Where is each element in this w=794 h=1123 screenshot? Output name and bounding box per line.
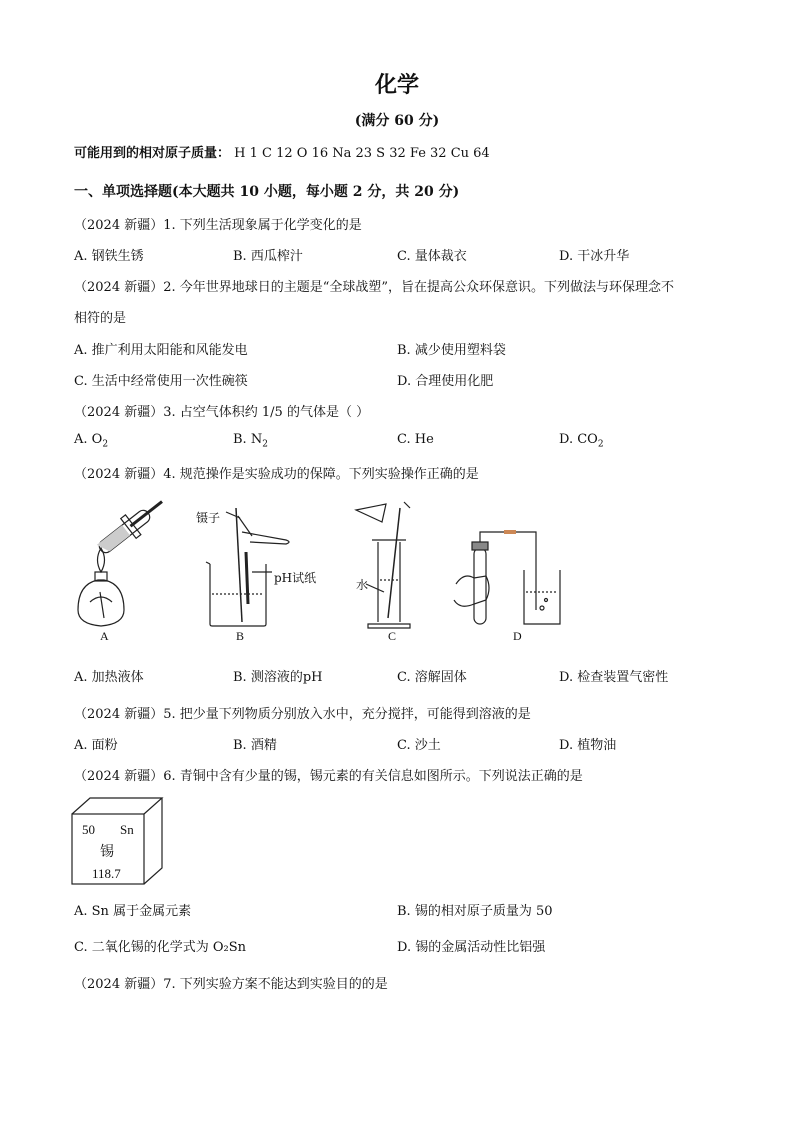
atomic-mass-values: H 1 C 12 O 16 Na 23 S 32 Fe 32 Cu 64 [234,146,490,161]
q4-option-b: B. 测溶液的pH [233,670,323,685]
q2-option-c: C. 生活中经常使用一次性碗筷 [74,374,248,389]
figure-label-d: D [513,629,522,643]
q1-option-d: D. 干冰升华 [559,249,630,264]
tin-element-card [70,796,166,888]
question-7-stem: （2024 新疆）7. 下列实验方案不能达到实验目的的是 [74,977,388,992]
figure-label-a: A [100,629,109,643]
q2-option-b: B. 减少使用塑料袋 [397,343,506,358]
q5-option-d: D. 植物油 [559,738,617,753]
q5-option-b: B. 酒精 [233,738,277,753]
figure-d-airtightness [454,532,560,624]
figure-label-c: C [388,629,397,643]
question-4-stem: （2024 新疆）4. 规范操作是实验成功的保障。下列实验操作正确的是 [74,467,479,482]
element-name: 锡 [100,844,114,860]
score-subtitle: (满分 60 分) [354,113,440,129]
q6-option-c: C. 二氧化锡的化学式为 O₂Sn [74,940,247,955]
q3-option-d: D. $CO_2$ [559,432,604,450]
q4-option-d: D. 检查装置气密性 [559,670,669,685]
question-1-stem: （2024 新疆）1. 下列生活现象属于化学变化的是 [74,218,362,233]
ph-paper-label: pH试纸 [274,571,317,585]
element-symbol: Sn [120,822,134,837]
q6-option-a: A. Sn 属于金属元素 [74,904,192,919]
lab-operations-figure [60,492,580,652]
q3-option-c: C. He [397,432,434,447]
tweezers-label: 镊子 [196,511,221,525]
question-5-stem: （2024 新疆）5. 把少量下列物质分别放入水中，充分搅拌，可能得到溶液的是 [74,707,531,722]
q1-option-a: A. 钢铁生锈 [74,249,144,264]
figure-label-b: B [236,629,245,643]
q5-option-c: C. 沙土 [397,738,441,753]
element-number: 50 [82,822,95,837]
q1-option-b: B. 西瓜榨汁 [233,249,303,264]
q3-option-a: A. $O_2$ [74,432,109,450]
atomic-mass-line [74,144,490,164]
section-heading: 一、单项选择题(本大题共 10 小题，每小题 2 分，共 20 分) [74,184,460,200]
q6-option-d: D. 锡的金属活动性比铝强 [397,940,546,955]
question-6-stem: （2024 新疆）6. 青铜中含有少量的锡，锡元素的有关信息如图所示。下列说法正确的是 [74,769,583,784]
element-mass: 118.7 [92,866,121,881]
question-3-stem: （2024 新疆）3. 占空气体积约 1/5 的气体是（ ） [74,405,370,420]
q6-option-b: B. 锡的相对原子质量为 50 [397,904,553,919]
water-label: 水 [356,578,369,592]
q5-option-a: A. 面粉 [74,738,118,753]
q1-option-c: C. 量体裁衣 [397,249,467,264]
question-2-stem-line2: 相符的是 [74,311,127,326]
q2-option-a: A. 推广利用太阳能和风能发电 [74,343,248,358]
page-title: 化学 [374,72,419,98]
figure-c-dissolve-solid [356,502,410,628]
atomic-mass-label: 可能用到的相对原子质量： [74,146,231,161]
q2-option-d: D. 合理使用化肥 [397,374,494,389]
question-2-stem-line1: （2024 新疆）2. 今年世界地球日的主题是“全球战塑”，旨在提高公众环保意识。下列做法与环保理念不 [74,280,675,295]
q4-option-a: A. 加热液体 [74,670,144,685]
figure-a-heating-liquid [78,492,170,626]
q3-option-b: B. $N_2$ [233,432,268,450]
figure-b-measure-ph [206,508,289,626]
q4-option-c: C. 溶解固体 [397,670,467,685]
